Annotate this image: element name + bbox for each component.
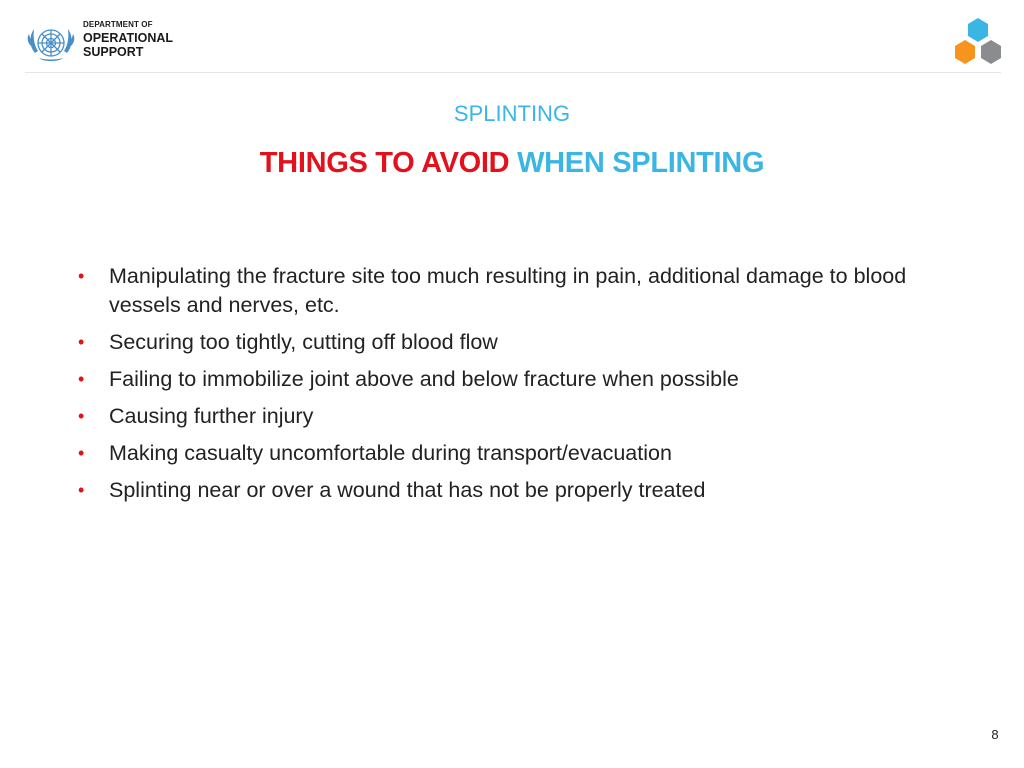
list-item-text: Failing to immobilize joint above and below fracture when possible — [109, 367, 739, 391]
heading-rest: WHEN SPLINTING — [517, 147, 765, 179]
list-item — [78, 365, 978, 394]
dept-line-3: SUPPORT — [83, 44, 144, 59]
hexagon-orange-icon — [955, 40, 975, 64]
heading-highlight: THINGS TO AVOID — [259, 147, 510, 179]
section-title: SPLINTING — [453, 101, 571, 126]
header-divider — [25, 72, 1001, 73]
list-item — [78, 402, 978, 431]
bullet-dot-icon: • — [78, 332, 85, 352]
department-name — [83, 21, 173, 58]
bullet-dot-icon: • — [78, 406, 85, 426]
list-item — [78, 439, 978, 468]
bullet-list — [78, 262, 978, 513]
bullet-dot-icon: • — [78, 266, 85, 286]
list-item-text: Making casualty uncomfortable during transport/evacuation — [109, 441, 672, 465]
bullet-dot-icon: • — [78, 480, 85, 500]
list-item-text: Securing too tightly, cutting off blood flow — [109, 330, 498, 354]
list-item — [78, 262, 978, 320]
slide-heading — [0, 147, 1024, 180]
list-item-text: Causing further injury — [109, 404, 314, 428]
dept-line-1: DEPARTMENT OF — [83, 20, 153, 29]
hexagon-gray-icon — [981, 40, 1001, 64]
un-emblem-icon — [25, 20, 77, 66]
bullet-dot-icon: • — [78, 369, 85, 389]
list-item-text: Manipulating the fracture site too much resulting in pain, additional damage to blood vessels and nerves, etc. — [109, 264, 907, 317]
page-number: 8 — [991, 727, 999, 742]
list-item — [78, 476, 978, 505]
dept-line-2: OPERATIONAL — [83, 31, 174, 45]
list-item-text: Splinting near or over a wound that has not be properly treated — [109, 478, 706, 502]
hexagon-cluster-icon — [951, 16, 1005, 66]
bullet-dot-icon: • — [78, 443, 85, 463]
hexagon-blue-icon — [968, 18, 988, 42]
slide-header — [0, 0, 1024, 72]
list-item — [78, 328, 978, 357]
